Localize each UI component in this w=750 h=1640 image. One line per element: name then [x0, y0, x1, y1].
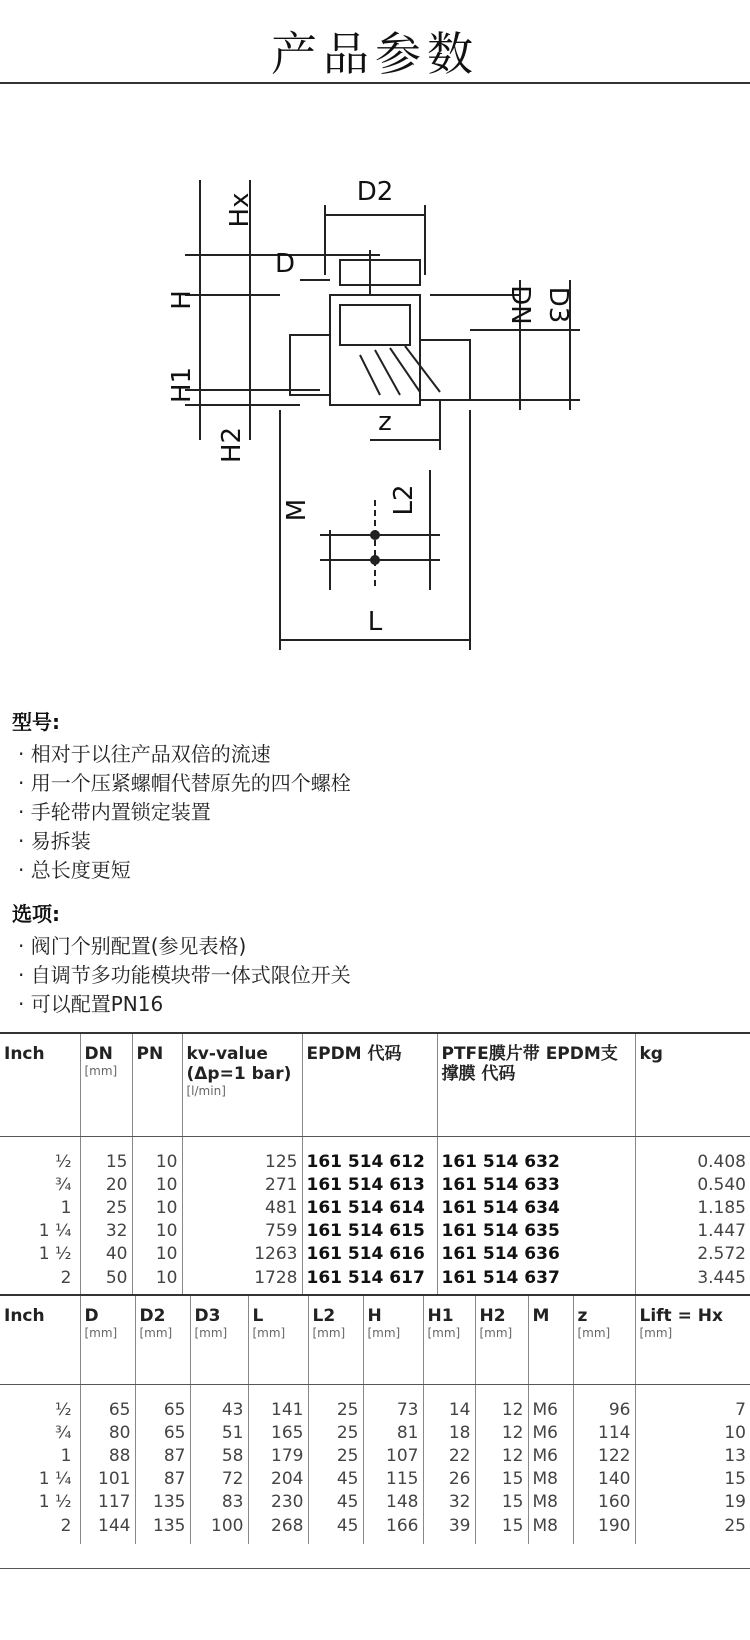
table-cell: 165	[271, 1422, 304, 1443]
table-cell: 22	[448, 1445, 471, 1466]
table-cell: 25	[336, 1445, 359, 1466]
table-cell: 50	[105, 1267, 128, 1288]
table-ordering-codes	[0, 1034, 750, 1296]
table-cell: 107	[386, 1445, 419, 1466]
table-cell: 161 514 613	[306, 1174, 425, 1195]
table-cell: 20	[105, 1174, 128, 1195]
table-cell: 144	[98, 1515, 131, 1536]
list-item: · 用一个压紧螺帽代替原先的四个螺栓	[18, 771, 351, 795]
page-title: 产品参数	[271, 27, 479, 81]
label-m: M	[282, 498, 312, 522]
table-cell: 1263	[254, 1244, 298, 1265]
features-list	[18, 740, 351, 885]
col-header-kg: kg	[635, 1034, 750, 1136]
table-column-cells	[308, 1384, 363, 1544]
table-cell: 65	[163, 1399, 186, 1420]
table-cell: 15	[724, 1469, 746, 1490]
table-cell: 0.540	[697, 1174, 746, 1195]
label-l: L	[367, 607, 383, 637]
table-cell: 3.445	[697, 1267, 746, 1288]
table-column-cells	[635, 1136, 750, 1296]
table-cell: 7	[735, 1399, 746, 1420]
table-cell: 65	[108, 1399, 131, 1420]
valve-dimension-drawing	[0, 160, 750, 720]
col-header-d2: D2 [mm]	[135, 1296, 190, 1384]
col-header-d3: D3 [mm]	[190, 1296, 248, 1384]
table-cell: 204	[271, 1469, 304, 1490]
table-column-cells	[423, 1384, 475, 1544]
table-cell: 80	[108, 1422, 131, 1443]
table-column-cells	[190, 1384, 248, 1544]
table-cell: 190	[598, 1515, 631, 1536]
table-cell: 161 514 617	[306, 1267, 425, 1288]
table-cell: 96	[608, 1399, 631, 1420]
table-cell: 125	[265, 1151, 298, 1172]
col-header-l: L [mm]	[248, 1296, 308, 1384]
table-cell: 45	[336, 1492, 359, 1513]
table-column-cells	[80, 1136, 132, 1296]
table-cell: 161 514 632	[441, 1151, 560, 1172]
features-heading: 型号:	[12, 710, 60, 734]
table-cell: 25	[336, 1422, 359, 1443]
label-d2: D2	[356, 177, 394, 207]
table-cell: M8	[532, 1515, 558, 1536]
table-cell: 10	[155, 1197, 178, 1218]
label-d3: D3	[543, 286, 573, 324]
table-cell: 26	[448, 1469, 471, 1490]
table-cell: 58	[221, 1445, 244, 1466]
table-column-cells	[437, 1136, 635, 1296]
table-cell: 161 514 614	[306, 1197, 425, 1218]
table-cell: 101	[98, 1469, 131, 1490]
table-column-cells	[132, 1136, 182, 1296]
table-cell: 15	[501, 1492, 524, 1513]
table-cell: M6	[532, 1422, 558, 1443]
list-item: · 自调节多功能模块带一体式限位开关	[18, 963, 351, 987]
col-header-pn: PN	[132, 1034, 182, 1136]
table-column-cells	[135, 1384, 190, 1544]
table-cell: 72	[221, 1469, 244, 1490]
table-column-cells	[0, 1136, 80, 1296]
table-cell: 1	[60, 1445, 72, 1466]
table-cell: 161 514 616	[306, 1244, 425, 1265]
table-cell: 12	[501, 1422, 524, 1443]
table-cell: 268	[271, 1515, 304, 1536]
table-cell: 12	[501, 1399, 524, 1420]
table-column-cells	[182, 1136, 302, 1296]
table-cell: 88	[108, 1445, 131, 1466]
table-cell: 0.408	[697, 1151, 746, 1172]
table-cell: 2.572	[697, 1244, 746, 1265]
table-cell: 1 ¼	[38, 1221, 72, 1242]
table-cell: 161 514 636	[441, 1244, 560, 1265]
table-cell: 87	[163, 1469, 186, 1490]
table-cell: 39	[448, 1515, 471, 1536]
col-header-l2: L2 [mm]	[308, 1296, 363, 1384]
table-cell: M8	[532, 1492, 558, 1513]
table-cell: 117	[98, 1492, 131, 1513]
table-cell: 140	[598, 1469, 631, 1490]
col-header-h1: H1 [mm]	[423, 1296, 475, 1384]
table-cell: 15	[501, 1469, 524, 1490]
table-cell: M6	[532, 1445, 558, 1466]
table-body-row	[0, 1136, 750, 1296]
table-column-cells	[302, 1136, 437, 1296]
list-item: · 相对于以往产品双倍的流速	[18, 742, 271, 766]
table-cell: 161 514 612	[306, 1151, 425, 1172]
table-cell: 230	[271, 1492, 304, 1513]
table-cell: 161 514 637	[441, 1267, 560, 1288]
col-header-lift: Lift = Hx [mm]	[635, 1296, 750, 1384]
table-cell: 141	[271, 1399, 304, 1420]
label-h2: H2	[217, 426, 247, 464]
table-cell: 161 514 634	[441, 1197, 560, 1218]
table-cell: 87	[163, 1445, 186, 1466]
table-cell: 1.185	[697, 1197, 746, 1218]
table-cell: 25	[724, 1515, 746, 1536]
list-item: · 手轮带内置锁定装置	[18, 800, 211, 824]
table-cell: 10	[155, 1151, 178, 1172]
table-cell: 2	[60, 1515, 72, 1536]
table-cell: ½	[55, 1151, 72, 1172]
table-cell: 1 ½	[38, 1244, 72, 1265]
table-cell: 2	[60, 1267, 72, 1288]
table-cell: 166	[386, 1515, 419, 1536]
table-cell: 100	[211, 1515, 244, 1536]
label-z: z	[378, 407, 392, 437]
title-divider	[0, 82, 750, 84]
col-header-inch: Inch	[0, 1034, 80, 1136]
table-cell: 15	[105, 1151, 128, 1172]
table-column-cells	[363, 1384, 423, 1544]
table-cell: 10	[155, 1267, 178, 1288]
table2-bottom-rule	[0, 1568, 750, 1569]
table-cell: 161 514 633	[441, 1174, 560, 1195]
list-item: · 阀门个别配置(参见表格)	[18, 934, 247, 958]
table-cell: 32	[105, 1221, 128, 1242]
label-h1: H1	[167, 366, 197, 404]
table-cell: 12	[501, 1445, 524, 1466]
label-h: H	[167, 290, 197, 310]
options-list	[18, 932, 351, 1019]
table-cell: 114	[598, 1422, 631, 1443]
col-header-h: H [mm]	[363, 1296, 423, 1384]
list-item: · 可以配置PN16	[18, 992, 164, 1016]
col-header-dn: DN [mm]	[80, 1034, 132, 1136]
table-cell: ½	[55, 1399, 72, 1420]
table-cell: 1	[60, 1197, 72, 1218]
table-cell: 481	[265, 1197, 298, 1218]
table-cell: 25	[105, 1197, 128, 1218]
col-header-kv: kv-value (Δp=1 bar) [l/min]	[182, 1034, 302, 1136]
table-cell: 10	[155, 1174, 178, 1195]
table-column-cells	[475, 1384, 528, 1544]
table-cell: ¾	[55, 1422, 72, 1443]
table-cell: 759	[265, 1221, 298, 1242]
table-cell: 10	[724, 1422, 746, 1443]
table-body-row	[0, 1384, 750, 1544]
list-item: · 易拆装	[18, 829, 91, 853]
label-d: D	[274, 249, 296, 279]
table-cell: 45	[336, 1515, 359, 1536]
label-hx: Hx	[225, 192, 255, 228]
table-cell: 1 ½	[38, 1492, 72, 1513]
table-cell: 161 514 615	[306, 1221, 425, 1242]
table-cell: 160	[598, 1492, 631, 1513]
col-header-m: M	[528, 1296, 573, 1384]
table-cell: 32	[448, 1492, 471, 1513]
table-cell: 83	[221, 1492, 244, 1513]
table-column-cells	[635, 1384, 750, 1544]
list-item: · 总长度更短	[18, 858, 131, 882]
table-cell: 1 ¼	[38, 1469, 72, 1490]
label-dn: DN	[505, 285, 535, 325]
table-column-cells	[0, 1384, 80, 1544]
table-cell: M8	[532, 1469, 558, 1490]
table-cell: 81	[396, 1422, 419, 1443]
table-cell: 40	[105, 1244, 128, 1265]
table-cell: 73	[396, 1399, 419, 1420]
table-cell: 25	[336, 1399, 359, 1420]
table-cell: 45	[336, 1469, 359, 1490]
table-cell: 1.447	[697, 1221, 746, 1242]
label-l2: L2	[389, 484, 419, 516]
table-column-cells	[80, 1384, 135, 1544]
table-cell: 271	[265, 1174, 298, 1195]
col-header-z: z [mm]	[573, 1296, 635, 1384]
table-cell: M6	[532, 1399, 558, 1420]
table-cell: 148	[386, 1492, 419, 1513]
table-cell: 1728	[254, 1267, 298, 1288]
table-cell: 122	[598, 1445, 631, 1466]
table-cell: 10	[155, 1221, 178, 1242]
col-header-inch: Inch	[0, 1296, 80, 1384]
col-header-epdm: EPDM 代码	[302, 1034, 437, 1136]
table-cell: 19	[724, 1492, 746, 1513]
table-cell: 15	[501, 1515, 524, 1536]
table-cell: ¾	[55, 1174, 72, 1195]
table-cell: 135	[153, 1515, 186, 1536]
table-column-cells	[528, 1384, 573, 1544]
table-cell: 14	[448, 1399, 471, 1420]
col-header-d: D [mm]	[80, 1296, 135, 1384]
table-cell: 43	[221, 1399, 244, 1420]
options-heading: 选项:	[12, 902, 60, 926]
col-header-h2: H2 [mm]	[475, 1296, 528, 1384]
table-cell: 13	[724, 1445, 746, 1466]
table-cell: 161 514 635	[441, 1221, 560, 1242]
table-column-cells	[573, 1384, 635, 1544]
table-cell: 18	[448, 1422, 471, 1443]
table-cell: 51	[221, 1422, 244, 1443]
table-cell: 65	[163, 1422, 186, 1443]
table-cell: 10	[155, 1244, 178, 1265]
table-column-cells	[248, 1384, 308, 1544]
col-header-ptfe: PTFE膜片带 EPDM支撑膜 代码	[437, 1034, 635, 1136]
table-cell: 179	[271, 1445, 304, 1466]
table-cell: 115	[386, 1469, 419, 1490]
table-cell: 135	[153, 1492, 186, 1513]
table-dimensions	[0, 1296, 750, 1544]
